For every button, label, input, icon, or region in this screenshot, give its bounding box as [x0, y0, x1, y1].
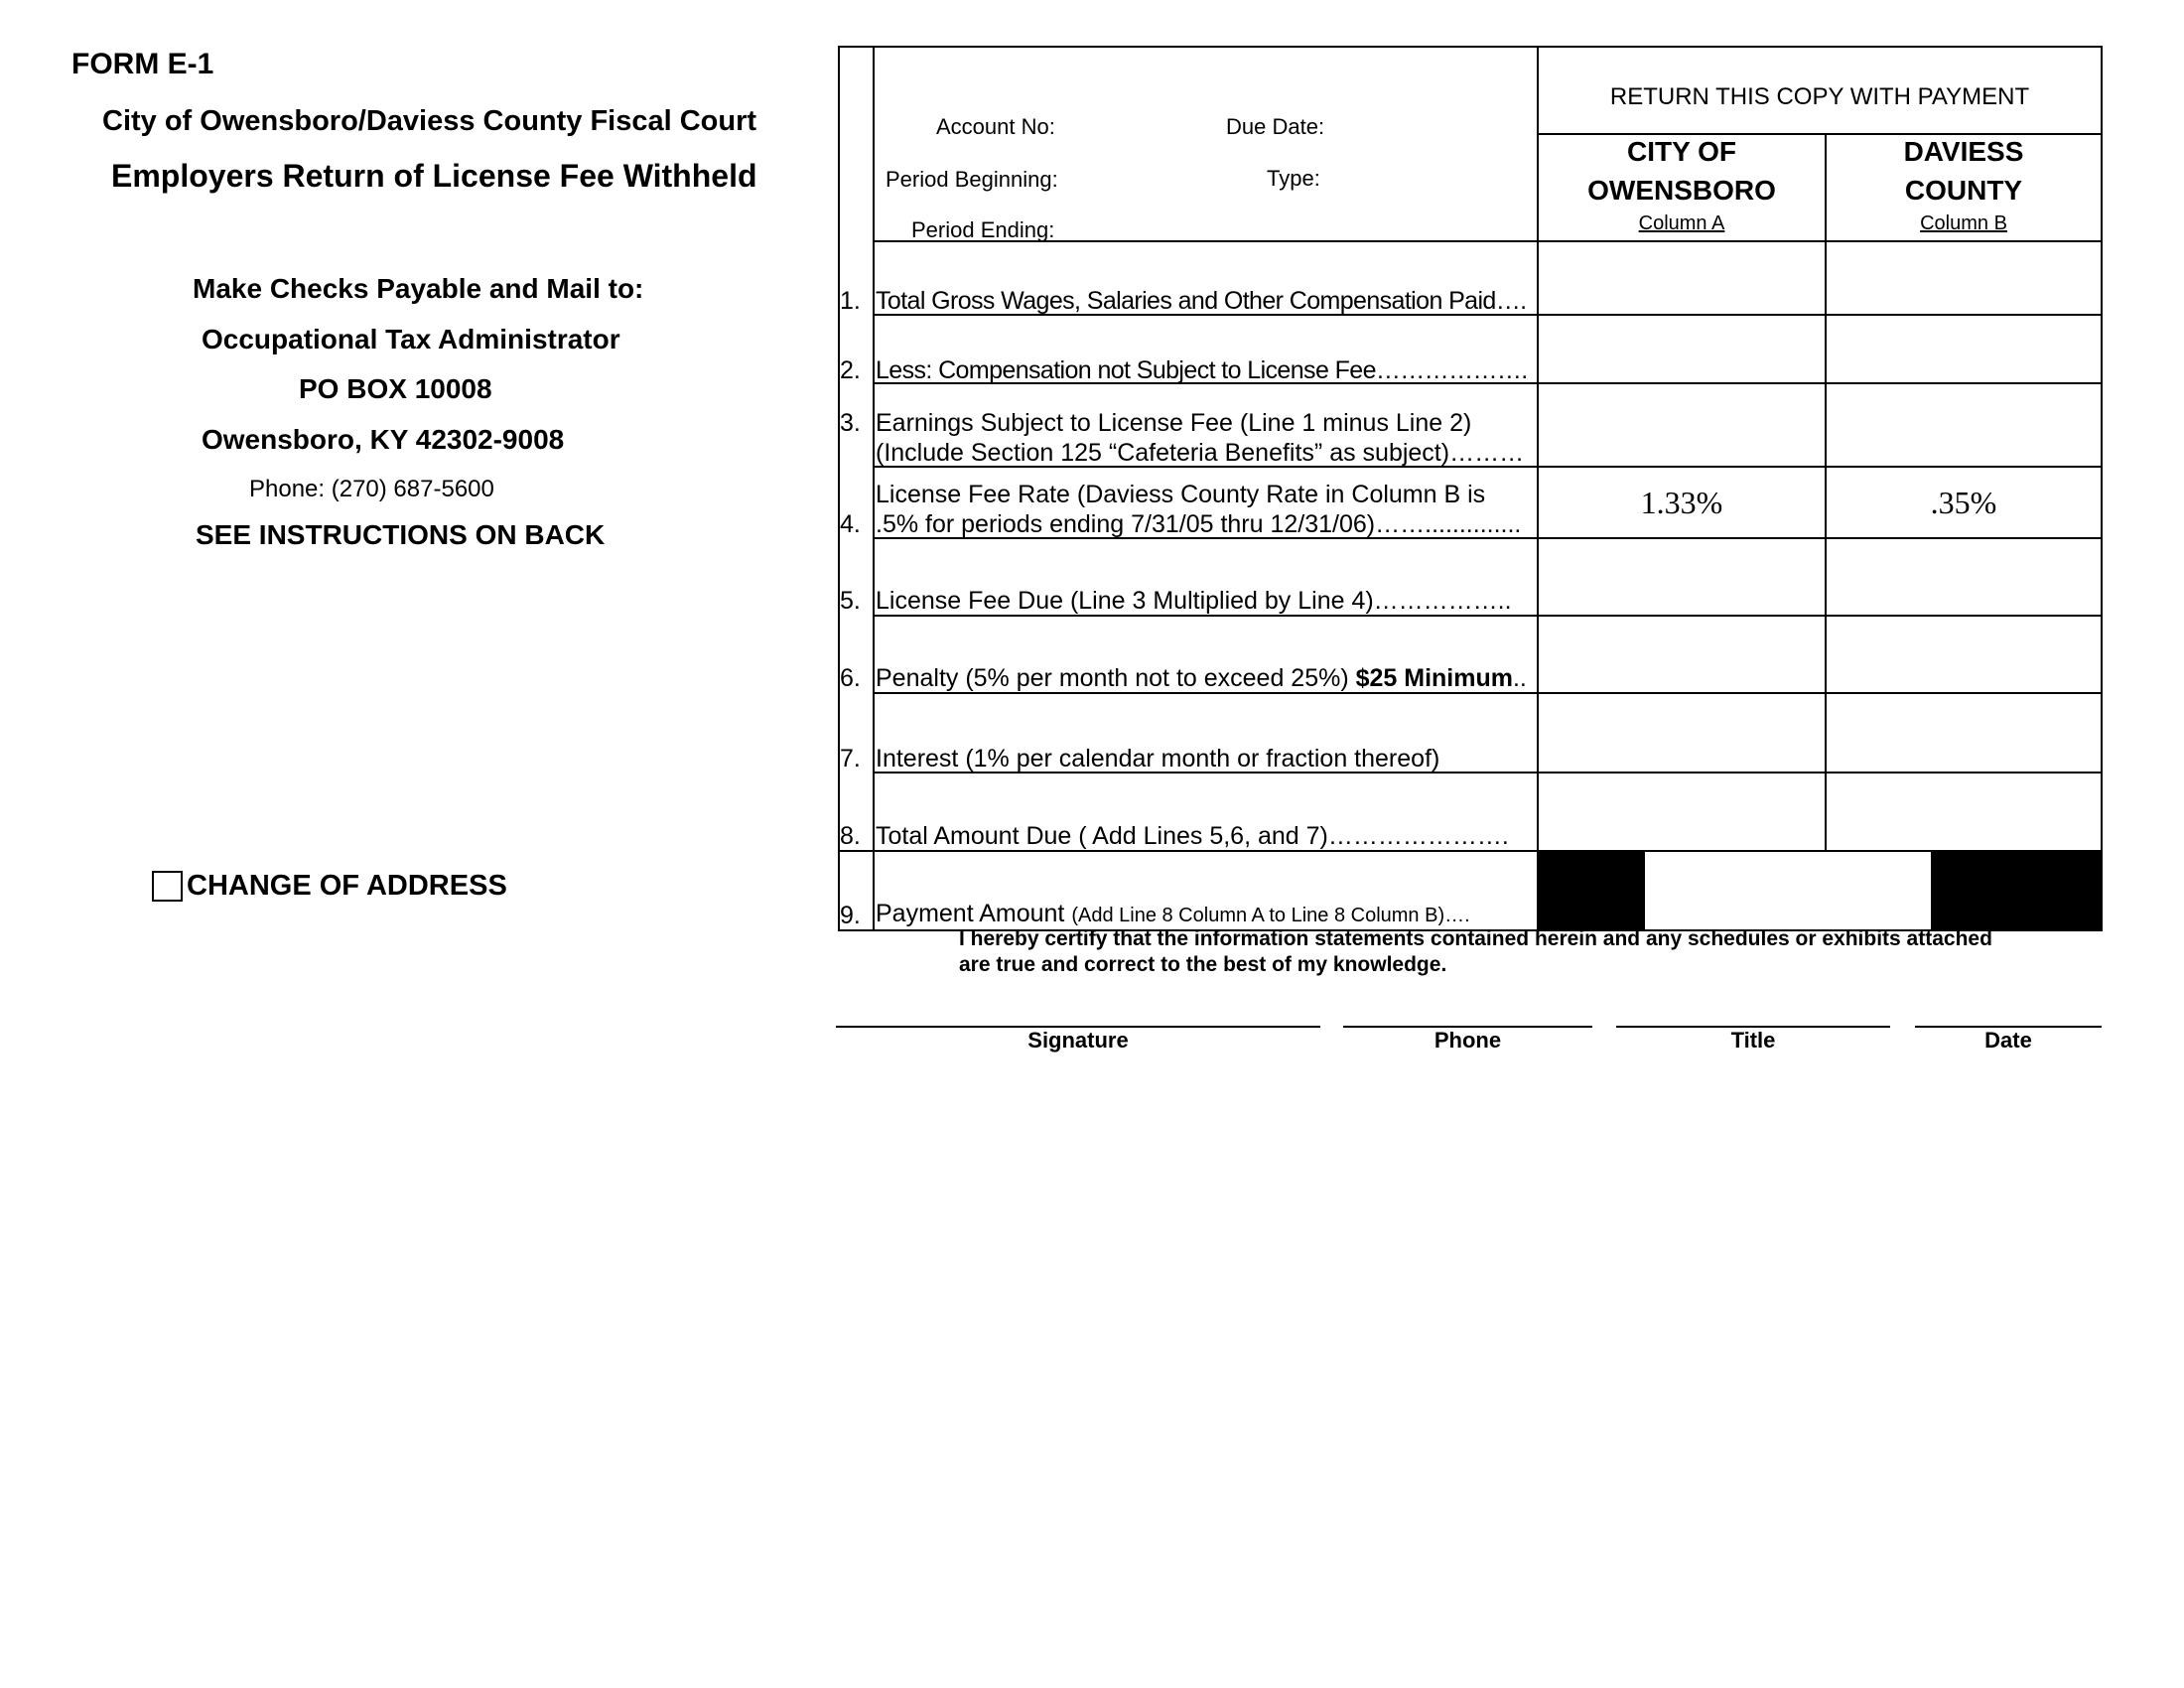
- phone-number: Phone: (270) 687-5600: [249, 476, 494, 502]
- form-id: FORM E-1: [71, 48, 214, 80]
- redacted-block-left: [1537, 850, 1645, 931]
- line-7-column-a-field[interactable]: [1540, 695, 1824, 771]
- payment-amount-field[interactable]: [1645, 852, 1931, 929]
- title-label: Title: [1730, 1028, 1776, 1053]
- line-number: 7.: [840, 745, 861, 773]
- line-1-column-b-field[interactable]: [1828, 243, 2100, 313]
- change-of-address-label: CHANGE OF ADDRESS: [187, 870, 507, 902]
- line-6-column-b-field[interactable]: [1828, 618, 2100, 691]
- line-7-column-b-field[interactable]: [1828, 695, 2100, 771]
- change-of-address-checkbox[interactable]: [152, 871, 183, 902]
- line-1-text: Total Gross Wages, Salaries and Other Compensation Paid….: [876, 287, 1527, 315]
- period-beginning-label: Period Beginning:: [886, 167, 1058, 192]
- rate-column-a: 1.33%: [1640, 485, 1723, 520]
- line-6-column-a-field[interactable]: [1540, 618, 1824, 691]
- line-5-column-b-field[interactable]: [1828, 540, 2100, 614]
- redacted-block-right: [1931, 850, 2103, 931]
- line-2-column-a-field[interactable]: [1540, 317, 1824, 381]
- rate-column-b: .35%: [1930, 485, 1997, 520]
- line-3-text: Earnings Subject to License Fee (Line 1 minus Line 2): [876, 409, 1472, 437]
- certification-statement: I hereby certify that the information statements contained herein and any schedules or exhibits attached are true and correct to the best of my knowledge.: [959, 927, 1992, 976]
- line-number: 2.: [840, 356, 861, 384]
- column-a-label: Column A: [1638, 212, 1725, 234]
- line-7-text: Interest (1% per calendar month or fraction thereof): [876, 745, 1440, 773]
- line-3-column-a-field[interactable]: [1540, 385, 1824, 465]
- line-3-text-2: (Include Section 125 “Cafeteria Benefits” as subject)………: [876, 439, 1525, 467]
- line-6-text: Penalty (5% per month not to exceed 25%) $25 Minimum..: [876, 664, 1527, 692]
- line-5-column-a-field[interactable]: [1540, 540, 1824, 614]
- line-4-text: License Fee Rate (Daviess County Rate in Column B is: [876, 481, 1486, 508]
- type-label: Type:: [1267, 166, 1320, 191]
- return-copy-notice: RETURN THIS COPY WITH PAYMENT: [1609, 83, 2030, 110]
- court-name: City of Owensboro/Daviess County Fiscal Court: [102, 105, 757, 137]
- account-no-label: Account No:: [936, 114, 1055, 139]
- line-number: 9.: [840, 902, 861, 929]
- mail-admin: Occupational Tax Administrator: [202, 324, 620, 354]
- period-ending-label: Period Ending:: [911, 217, 1055, 242]
- line-2-column-b-field[interactable]: [1828, 317, 2100, 381]
- return-title: Employers Return of License Fee Withheld: [111, 158, 757, 194]
- line-number: 5.: [840, 587, 861, 615]
- mail-heading: Make Checks Payable and Mail to:: [193, 273, 644, 304]
- line-9-text: Payment Amount (Add Line 8 Column A to Line 8 Column B)….: [876, 900, 1470, 927]
- line-number: 1.: [840, 287, 861, 315]
- line-2-text: Less: Compensation not Subject to License Fee……………….: [876, 356, 1528, 384]
- due-date-label: Due Date:: [1226, 114, 1325, 139]
- line-8-text: Total Amount Due ( Add Lines 5,6, and 7)………………….: [876, 822, 1509, 850]
- line-8-column-a-field[interactable]: [1540, 774, 1824, 849]
- line-8-column-b-field[interactable]: [1828, 774, 2100, 849]
- line-number: 4.: [840, 510, 861, 538]
- mail-po-box: PO BOX 10008: [299, 373, 492, 404]
- signature-label: Signature: [1027, 1028, 1129, 1053]
- line-3-column-b-field[interactable]: [1828, 385, 2100, 465]
- line-1-column-a-field[interactable]: [1540, 243, 1824, 313]
- line-number: 8.: [840, 822, 861, 850]
- line-number: 3.: [840, 409, 861, 437]
- mail-city: Owensboro, KY 42302-9008: [202, 424, 565, 455]
- line-4-text-2: .5% for periods ending 7/31/05 thru 12/31/06)……..............: [876, 510, 1522, 538]
- line-number: 6.: [840, 664, 861, 692]
- see-instructions: SEE INSTRUCTIONS ON BACK: [196, 519, 606, 550]
- column-b-label: Column B: [1920, 212, 2007, 234]
- phone-label: Phone: [1433, 1028, 1502, 1053]
- column-a-heading: CITY OF OWENSBORO: [1587, 136, 1776, 206]
- line-5-text: License Fee Due (Line 3 Multiplied by Line 4)……………..: [876, 587, 1512, 615]
- date-label: Date: [1984, 1028, 2032, 1053]
- column-b-heading: DAVIESS COUNTY: [1903, 136, 2024, 206]
